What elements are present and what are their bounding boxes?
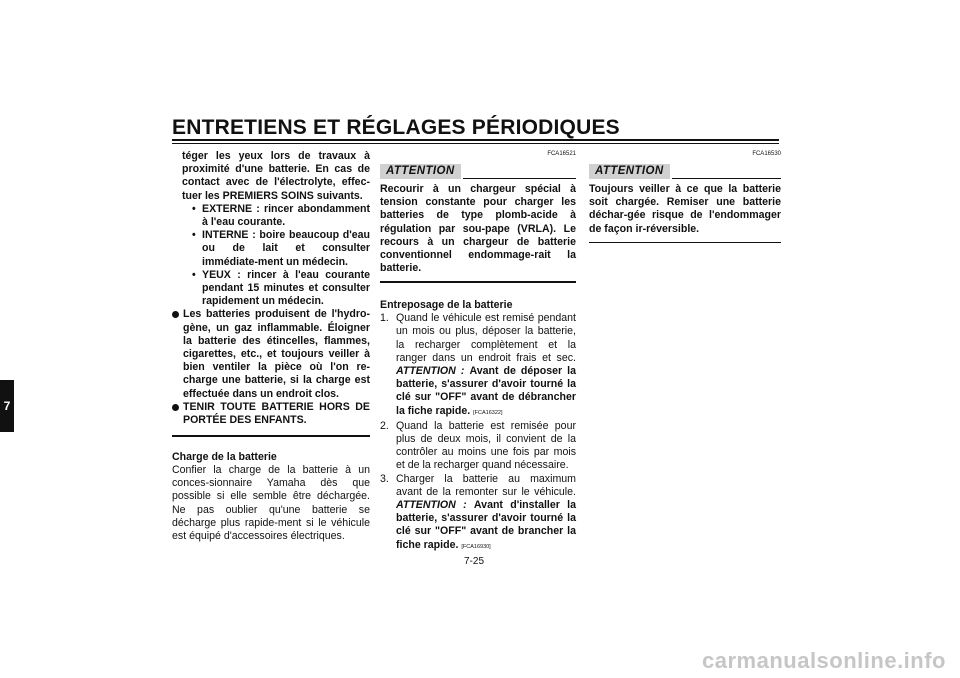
attention-text: Toujours veiller à ce que la batterie soit chargée. Remiser une batterie déchar-gée risque de l'endommager de façon ir-réversible.	[589, 183, 781, 235]
first-aid-item	[182, 203, 370, 229]
bullet-icon: •	[192, 268, 196, 281]
bullet-icon: •	[192, 229, 196, 242]
storage-step	[380, 420, 576, 473]
charge-paragraph: Confier la charge de la batterie à un conces-sionnaire Yamaha dès que possible si elle semble être déchargée. Ne pas oublier qu'une batterie se décharge plus rapide-ment si le véhicule est équipé d'accessoires électriques.	[172, 463, 370, 542]
warning-end-rule	[172, 435, 370, 437]
first-aid-text: INTERNE : boire beaucoup d'eau ou de lait et consulter immédiate-ment un médecin.	[202, 229, 370, 268]
warning-item	[172, 401, 370, 427]
inline-attention-label: ATTENTION :	[396, 364, 465, 377]
warning-text: TENIR TOUTE BATTERIE HORS DE PORTÉE DES ENFANTS.	[183, 400, 370, 427]
step-number: 1.	[380, 312, 389, 325]
page-number: 7-25	[464, 556, 485, 567]
inline-attention-label: ATTENTION :	[396, 498, 467, 511]
attention-header	[589, 161, 781, 179]
warning-continuation	[172, 150, 370, 308]
reference-code: [FCA16322]	[473, 409, 503, 416]
reference-code: [FCA16930]	[461, 543, 491, 550]
attention-code: FCA16521	[547, 151, 576, 157]
attention-text: Recourir à un chargeur spécial à tension constante pour charger les batteries de type plomb-acide à régulation par sou-pape (VRLA). Le recours à un chargeur de batterie conventionnel endommage-rait la batterie.	[380, 183, 576, 275]
bullet-dot-icon	[172, 311, 179, 318]
step-text: Quand la batterie est remisée pour plus de deux mois, il convient de la contrôler au moins une fois par mois et de la recharger quand nécessaire.	[396, 419, 576, 472]
title-rule	[172, 139, 779, 141]
section-title-charge: Charge de la batterie	[172, 450, 277, 463]
attention-badge: ATTENTION	[380, 164, 461, 179]
attention-code: FCA16530	[752, 151, 781, 157]
bullet-dot-icon	[172, 404, 179, 411]
attention-badge: ATTENTION	[589, 164, 670, 179]
first-aid-item	[182, 229, 370, 269]
inline-attention-text: Avant de déposer la batterie, s'assurer d'avoir tourné la clé sur "OFF" avant de débrancher la fiche rapide.	[396, 364, 576, 417]
inline-attention-text: Avant d'installer la batterie, s'assurer d'avoir tourné la clé sur "OFF" avant de brancher la fiche rapide.	[396, 498, 576, 551]
section-title-storage: Entreposage de la batterie	[380, 298, 513, 311]
attention-header	[380, 161, 576, 179]
title-rule-thin	[172, 143, 779, 144]
warning-item	[172, 308, 370, 400]
watermark: carmanualsonline.info	[702, 648, 946, 673]
step-text: Charger la batterie au maximum avant de la remonter sur le véhicule.	[396, 472, 576, 498]
step-number: 3.	[380, 472, 389, 485]
column-left	[172, 150, 370, 543]
storage-step	[380, 312, 576, 420]
chapter-tab	[0, 380, 14, 432]
chapter-number: 7	[3, 399, 11, 413]
warning-intro-text: téger les yeux lors de travaux à proximité d'une batterie. En cas de contact avec de l'électrolyte, effec-tuer les PREMIERS SOINS suivants.	[182, 150, 370, 202]
warning-text: Les batteries produisent de l'hydro-gène, un gaz inflammable. Éloigner la batterie des étincelles, flammes, cigarettes, etc., et toujours veiller à bien ventiler la pièce où l'on re-charge une batterie, si la charge est effectuée dans un endroit clos.	[183, 308, 370, 400]
storage-step	[380, 473, 576, 554]
page-title: ENTRETIENS ET RÉGLAGES PÉRIODIQUES	[172, 116, 620, 139]
step-text: Quand le véhicule est remisé pendant un mois ou plus, déposer la batterie, la recharger complètement et la ranger dans un endroit frais et sec.	[396, 312, 576, 364]
bullet-icon: •	[192, 202, 196, 215]
attention-rule	[672, 178, 781, 180]
step-number: 2.	[380, 419, 389, 432]
column-right	[589, 150, 781, 249]
attention-end-rule	[589, 242, 781, 244]
column-middle	[380, 150, 576, 554]
first-aid-item	[182, 269, 370, 309]
first-aid-text: YEUX : rincer à l'eau courante pendant 15 minutes et consulter rapidement un médecin.	[202, 268, 370, 308]
attention-end-rule	[380, 281, 576, 283]
attention-rule	[463, 178, 576, 180]
first-aid-text: EXTERNE : rincer abondamment à l'eau courante.	[202, 202, 370, 229]
